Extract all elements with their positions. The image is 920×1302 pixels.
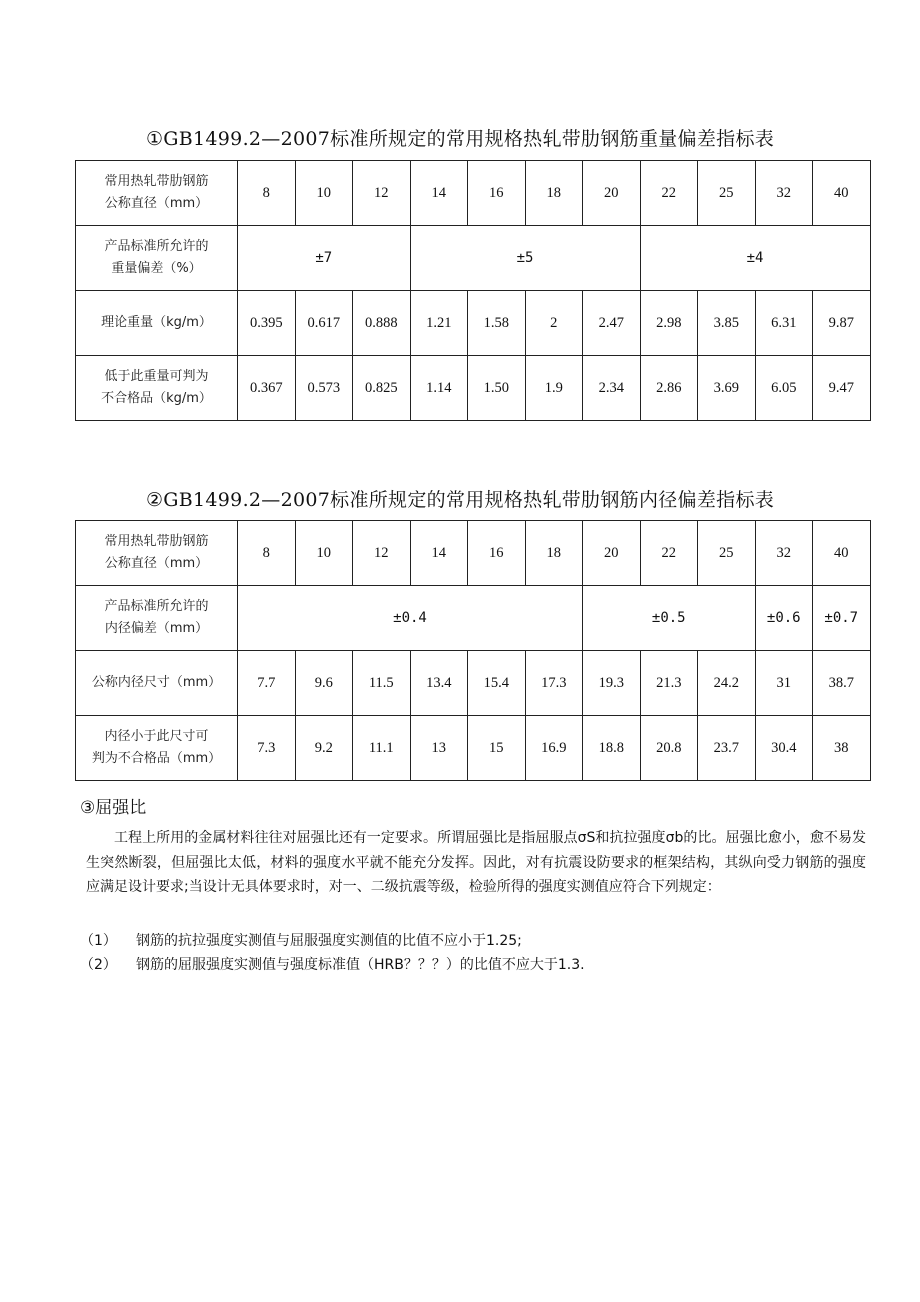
table-cell: 18 — [525, 521, 583, 586]
table-row — [76, 651, 871, 716]
row-label: 常用热轧带肋钢筋 公称直径（mm） — [76, 521, 238, 586]
table-cell: 30.4 — [755, 716, 813, 781]
weight-deviation-table — [75, 160, 871, 421]
table-cell: 14 — [410, 521, 468, 586]
table-cell: 9.2 — [295, 716, 353, 781]
table-cell: 13 — [410, 716, 468, 781]
list-item — [80, 954, 880, 976]
row-label: 理论重量（kg/m） — [76, 291, 238, 356]
table-cell: ±4 — [640, 226, 870, 291]
table-cell: 23.7 — [698, 716, 756, 781]
table-cell: 8 — [238, 521, 296, 586]
table-cell: 2 — [525, 291, 583, 356]
table-cell: 13.4 — [410, 651, 468, 716]
table-cell: 38.7 — [813, 651, 871, 716]
table-cell: 20.8 — [640, 716, 698, 781]
table-row — [76, 586, 871, 651]
table-cell: 12 — [353, 521, 411, 586]
table-row — [76, 291, 871, 356]
table-cell: 1.21 — [410, 291, 468, 356]
table-cell: 1.9 — [525, 356, 583, 421]
row-label: 低于此重量可判为 不合格品（kg/m） — [76, 356, 238, 421]
table-cell: 19.3 — [583, 651, 641, 716]
body-paragraph: 工程上所用的金属材料往往对屈强比还有一定要求。所谓屈强比是指屈服点σS和抗拉强度σb的比。屈强比愈小，愈不易发生突然断裂，但屈强比太低，材料的强度水平就不能充分发挥。因此，对有抗震设防要求的框架结构，其纵向受力钢筋的强度应满足设计要求;当设计无具体要求时，对一、二级抗震等级，检验所得的强度实测值应符合下列规定： — [86, 830, 866, 895]
table-row — [76, 226, 871, 291]
table-cell: 3.85 — [698, 291, 756, 356]
table-cell: 0.888 — [353, 291, 411, 356]
table-cell: 11.5 — [353, 651, 411, 716]
table-cell: 0.367 — [238, 356, 296, 421]
table-row — [76, 716, 871, 781]
table-cell: 32 — [755, 521, 813, 586]
table-cell: 22 — [640, 161, 698, 226]
table-cell: 9.6 — [295, 651, 353, 716]
table-cell: 18 — [525, 161, 583, 226]
table-cell: 22 — [640, 521, 698, 586]
table-cell: 6.31 — [755, 291, 813, 356]
table-cell: 15.4 — [468, 651, 526, 716]
table-cell: ±7 — [238, 226, 411, 291]
table-cell: 16.9 — [525, 716, 583, 781]
row-label: 产品标准所允许的 内径偏差（mm） — [76, 586, 238, 651]
table-cell: 7.3 — [238, 716, 296, 781]
table-cell: 2.47 — [583, 291, 641, 356]
list-item-number: （1） — [80, 933, 117, 949]
table-cell: 1.58 — [468, 291, 526, 356]
table-cell: ±0.4 — [238, 586, 583, 651]
table-cell: 15 — [468, 716, 526, 781]
table-cell: 14 — [410, 161, 468, 226]
table-cell: 6.05 — [755, 356, 813, 421]
inner-diameter-deviation-table — [75, 520, 871, 781]
table-cell: ±0.6 — [755, 586, 813, 651]
table-cell: 40 — [813, 521, 871, 586]
table-cell: 17.3 — [525, 651, 583, 716]
table-cell: 24.2 — [698, 651, 756, 716]
table-cell: 16 — [468, 521, 526, 586]
table1-title: ①GB1499.2—2007标准所规定的常用规格热轧带肋钢筋重量偏差指标表 — [145, 128, 775, 150]
table-cell: 8 — [238, 161, 296, 226]
table-cell: 0.573 — [295, 356, 353, 421]
table-cell: 0.617 — [295, 291, 353, 356]
table-cell: 9.47 — [813, 356, 871, 421]
table-cell: ±5 — [410, 226, 640, 291]
table-cell: 11.1 — [353, 716, 411, 781]
list-item-text: 钢筋的抗拉强度实测值与屈服强度实测值的比值不应小于1.25; — [136, 933, 522, 949]
row-label: 公称内径尺寸（mm） — [76, 651, 238, 716]
table-cell: 18.8 — [583, 716, 641, 781]
table-cell: 9.87 — [813, 291, 871, 356]
table-cell: 20 — [583, 521, 641, 586]
table-cell: 32 — [755, 161, 813, 226]
table-cell: ±0.7 — [813, 586, 871, 651]
table-cell: 40 — [813, 161, 871, 226]
list-item-text: 钢筋的屈服强度实测值与强度标准值（HRB？？？）的比值不应大于1.3. — [136, 957, 585, 973]
row-label: 常用热轧带肋钢筋 公称直径（mm） — [76, 161, 238, 226]
table-cell: 20 — [583, 161, 641, 226]
table-cell: 1.14 — [410, 356, 468, 421]
table-cell: 21.3 — [640, 651, 698, 716]
table-cell: 2.34 — [583, 356, 641, 421]
table-cell: 12 — [353, 161, 411, 226]
row-label: 内径小于此尺寸可 判为不合格品（mm） — [76, 716, 238, 781]
table-cell: 16 — [468, 161, 526, 226]
table-cell: 25 — [698, 161, 756, 226]
table-row — [76, 356, 871, 421]
table-cell: 38 — [813, 716, 871, 781]
table-cell: 0.825 — [353, 356, 411, 421]
table-cell: 2.86 — [640, 356, 698, 421]
table-cell: 10 — [295, 161, 353, 226]
list-item — [80, 930, 880, 952]
table-cell: 2.98 — [640, 291, 698, 356]
table-cell: ±0.5 — [583, 586, 756, 651]
list-item-number: （2） — [80, 957, 117, 973]
table-cell: 10 — [295, 521, 353, 586]
table2-title: ②GB1499.2—2007标准所规定的常用规格热轧带肋钢筋内径偏差指标表 — [145, 489, 775, 511]
table-cell: 0.395 — [238, 291, 296, 356]
row-label: 产品标准所允许的 重量偏差（%） — [76, 226, 238, 291]
section-heading: ③屈强比 — [80, 798, 147, 818]
table-cell: 7.7 — [238, 651, 296, 716]
table-cell: 25 — [698, 521, 756, 586]
table-row — [76, 521, 871, 586]
table-cell: 1.50 — [468, 356, 526, 421]
table-row — [76, 161, 871, 226]
table-cell: 3.69 — [698, 356, 756, 421]
table-cell: 31 — [755, 651, 813, 716]
